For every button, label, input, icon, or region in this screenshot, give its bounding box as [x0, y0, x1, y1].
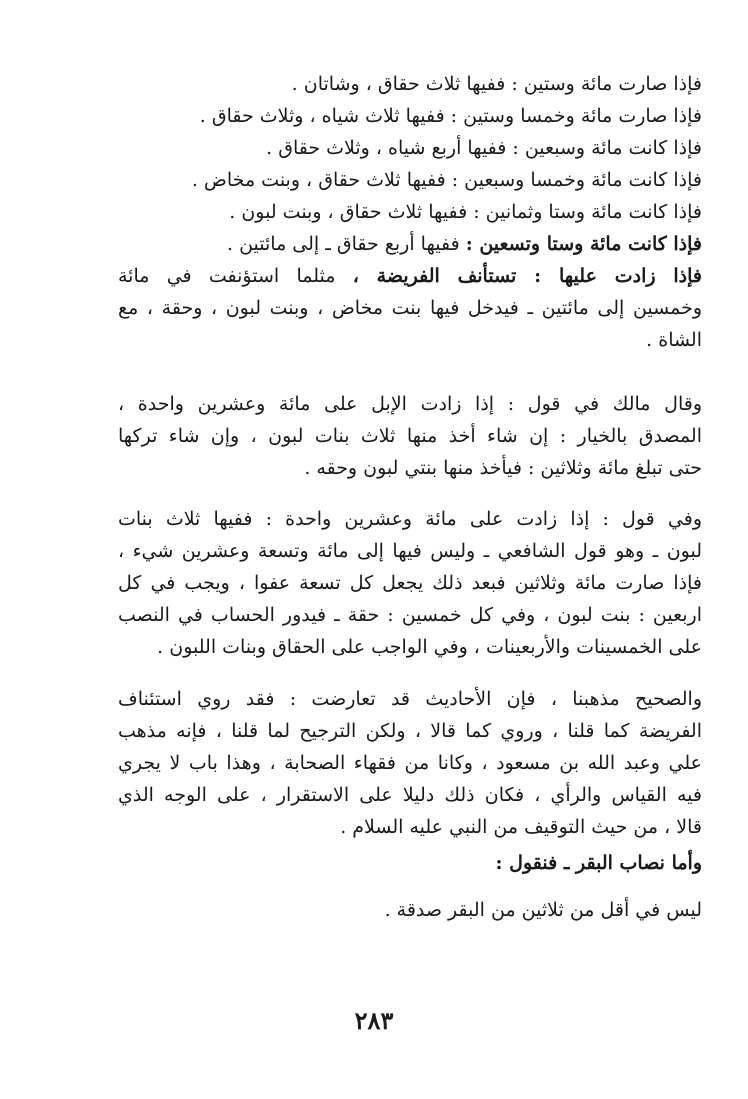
text-line: المصدق بالخيار : إن شاء أخذ منها ثلاث بنات لبون ، وإن شاء تركها [118, 425, 702, 447]
bold-phrase: فإذا زادت عليها : تستأنف الفريضة ، [352, 265, 702, 287]
text-line: الفريضة كما قلنا ، وروي كما قالا ، ولكن الترجيح لما قلنا ، فإنه مذهب [118, 720, 702, 742]
text-line: ليس في أقل من ثلاثين من البقر صدقة . [384, 899, 702, 921]
text-line [118, 260, 702, 292]
page-number: ٢٨٣ [354, 1006, 394, 1035]
bold-phrase: فإذا كانت مائة وستا وتسعين : [465, 233, 702, 255]
shafii-paragraph [118, 503, 702, 663]
text-line: فيه القياس والرأي ، فكان ذلك دليلا على الاستقرار ، على الوجه الذي [118, 784, 702, 806]
section-heading: وأما نصاب البقر ـ فنقول : [495, 852, 702, 874]
text-line [118, 228, 702, 260]
text-line: والصحيح مذهبنا ، فإن الأحاديث قد تعارضت : فقد روي استئناف [118, 688, 702, 710]
text-line: فإذا صارت مائة وخمسا وستين : ففيها ثلاث شياه ، وثلاث حقاق . [199, 105, 702, 127]
text-line: وقال مالك في قول : إذا زادت الإبل على مائة وعشرين واحدة ، [118, 393, 702, 415]
text-line: لبون ـ وهو قول الشافعي ـ وليس فيها إلى مائة وتسعة وعشرين شيء ، [118, 540, 702, 562]
camel-schedule-block [118, 68, 702, 356]
correct-view-paragraph [118, 683, 702, 843]
cattle-section [118, 847, 702, 879]
text-line: فإذا صارت مائة وستين : ففيها ثلاث حقاق ، وشاتان . [291, 73, 702, 95]
text-line: فإذا كانت مائة وستا وثمانين : ففيها ثلاث حقاق ، وبنت لبون . [229, 201, 702, 223]
text-line: وفي قول : إذا زادت على مائة وعشرين واحدة : ففيها ثلاث بنات [118, 508, 702, 530]
text-line: الشاة . [646, 329, 702, 351]
cattle-paragraph [118, 894, 702, 926]
text-line: وخمسين إلى مائتين ـ فيدخل فيها بنت مخاض ، وبنت لبون ، وحقة ، مع [118, 297, 702, 319]
text-line: فإذا صارت مائة وثلاثين فبعد ذلك يجعل كل تسعة عفوا ، ويجب في كل [118, 572, 702, 594]
text-line: حتى تبلغ مائة وثلاثين : فيأخذ منها بنتي لبون وحقه . [304, 457, 702, 479]
malik-paragraph [118, 388, 702, 484]
text-line: فإذا كانت مائة وسبعين : ففيها أربع شياه ، وثلاث حقاق . [266, 137, 702, 159]
text-line: علي وعبد الله بن مسعود ، وكانا من فقهاء الصحابة ، وهذا باب لا يجري [118, 752, 702, 774]
text-line: قالا ، من حيث التوقيف من النبي عليه السلام . [340, 816, 702, 838]
text-line: فإذا كانت مائة وخمسا وسبعين : ففيها ثلاث حقاق ، وبنت مخاض . [191, 169, 702, 191]
text-run: ففيها أربع حقاق ـ إلى مائتين . [227, 233, 466, 255]
text-line: على الخمسينات والأربعينات ، وفي الواجب على الحقاق وبنات اللبون . [157, 636, 702, 658]
text-run: مثلما استؤنفت في مائة [118, 265, 353, 287]
text-line: اربعين : بنت لبون ، وفي كل خمسين : حقة ـ فيدور الحساب في النصب [118, 604, 702, 626]
